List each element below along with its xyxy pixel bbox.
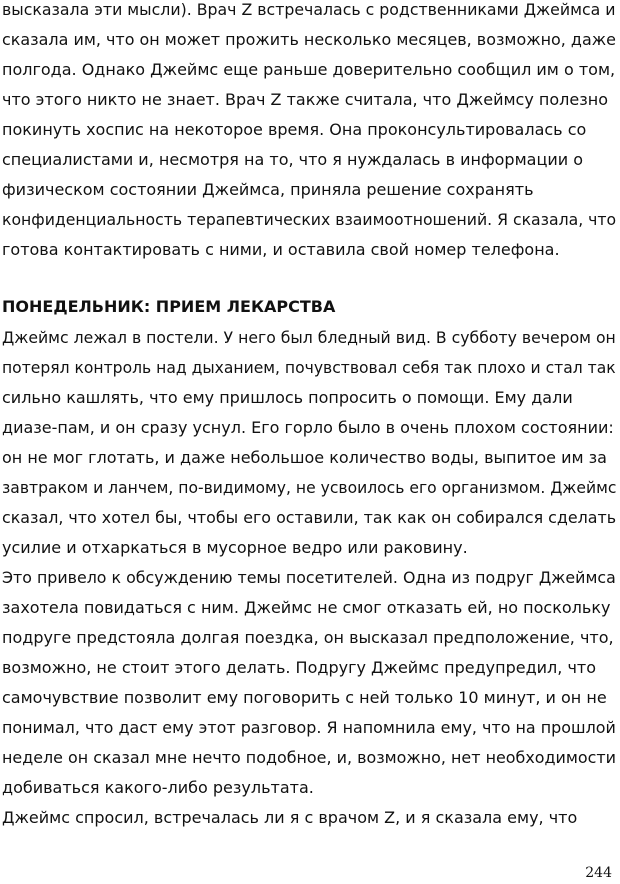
text-line: усилие и отхаркаться в мусорное ведро или раковину. bbox=[2, 538, 468, 557]
text-line: готова контактировать с ними, и оставила свой номер телефона. bbox=[2, 240, 560, 259]
text-line: он не мог глотать, и даже небольшое количество воды, выпитое им за bbox=[2, 448, 607, 467]
text-line: Это привело к обсуждению темы посетителей. Одна из подруг Джеймса bbox=[2, 568, 616, 587]
text-line: подруге предстояла долгая поездка, он высказал предположение, что, bbox=[2, 628, 614, 647]
text-line: неделе он сказал мне нечто подобное, и, возможно, нет необходимости bbox=[2, 748, 616, 767]
section-heading: ПОНЕДЕЛЬНИК: ПРИЕМ ЛЕКАРСТВА bbox=[2, 297, 336, 316]
page-number: 244 bbox=[585, 865, 612, 881]
text-line: физическом состоянии Джеймса, приняла решение сохранять bbox=[2, 180, 534, 199]
text-line: сказала им, что он может прожить несколько месяцев, возможно, даже bbox=[2, 30, 616, 49]
text-line: диазе-пам, и он сразу уснул. Его горло было в очень плохом состоянии: bbox=[2, 418, 614, 437]
text-line: сильно кашлять, что ему пришлось попросить о помощи. Ему дали bbox=[2, 388, 573, 407]
text-line: высказала эти мысли). Врач Z встречалась с родственниками Джеймса и bbox=[2, 0, 616, 19]
text-line: понимал, что даст ему этот разговор. Я напомнила ему, что на прошлой bbox=[2, 718, 616, 737]
text-line: самочувствие позволит ему поговорить с ней только 10 минут, и он не bbox=[2, 688, 607, 707]
text-line: что этого никто не знает. Врач Z также считала, что Джеймсу полезно bbox=[2, 90, 608, 109]
text-line: полгода. Однако Джеймс еще раньше доверительно сообщил им о том, bbox=[2, 60, 616, 79]
text-line: потерял контроль над дыханием, почувствовал себя так плохо и стал так bbox=[2, 358, 616, 377]
text-line: Джеймс спросил, встречалась ли я с врачом Z, и я сказала ему, что bbox=[2, 808, 578, 827]
text-line: добиваться какого-либо результата. bbox=[2, 778, 314, 797]
text-line: конфиденциальность терапевтических взаимоотношений. Я сказала, что bbox=[2, 210, 617, 229]
text-line: Джеймс лежал в постели. У него был бледный вид. В субботу вечером он bbox=[2, 328, 616, 347]
text-line: покинуть хоспис на некоторое время. Она проконсультировалась со bbox=[2, 120, 587, 139]
text-line: специалистами и, несмотря на то, что я нуждалась в информации о bbox=[2, 150, 583, 169]
text-line: захотела повидаться с ним. Джеймс не смог отказать ей, но поскольку bbox=[2, 598, 611, 617]
text-line: сказал, что хотел бы, чтобы его оставили, так как он собирался сделать bbox=[2, 508, 617, 527]
text-line: завтраком и ланчем, по-видимому, не усвоилось его организмом. Джеймс bbox=[2, 478, 617, 497]
text-line: возможно, не стоит этого делать. Подругу Джеймс предупредил, что bbox=[2, 658, 597, 677]
